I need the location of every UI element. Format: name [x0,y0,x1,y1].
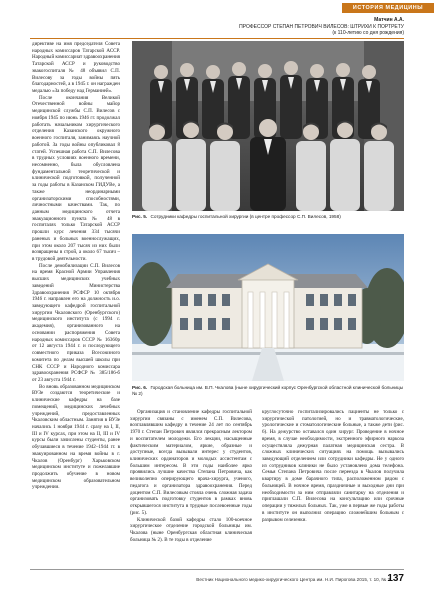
running-head-author: Матчин А.А. [374,17,404,23]
figure-6-number: Рис. 6. [132,385,148,390]
footer-journal-title: Вестник Национального медико-хирургического Центра им. Н.И. Пирогова 2015, т. 10, № 3 [196,577,390,582]
running-head-subtitle: (к 110-летию со дня рождения) [332,30,404,37]
paragraph: Клинической базой кафедры стало 100-коечное хирургическое отделение городской больницы им. Чкалова (ныне Оренбургская областная клиническая больница № 2). В те годы в отделение [130,516,252,543]
text-column-middle [130,409,252,559]
text-column-right [262,409,404,559]
paragraph: После окончания Великой Отечественной войны майор медицинской службы С.П. Вилесов с ноября 1945 по июнь 1946 гг. продолжал работать начальником хирургического отделения Казанского окружного военного госпиталя, занимаясь научной работой. За годы войны опубликовал 8 статей. Успешная работа С.П. Вилесова в трудных условиях военного времени, несомненно, была обусловлена фундаментальной теоретической и клинической подготовкой, полученной за годы работы в Казанском ГИДУВе, а также неординарными организаторскими способностями, личностными качествами. Так, по данным медицинского отчета эвакуационного пункта № 48 в госпиталях только Татарской АССР прошли курс лечения 334 тысячи раненых и больных военнослужащих, при этом около 207 тысяч из них были возвращены в строй, а около 67 тысяч – в трудовой деятельности. [32,94,120,262]
paragraph: круглосуточно госпитализировались пациенты не только с хирургической патологией, но и травматологические, урологические и стоматологические больные, а также дети (рис. 6). На дежурство оставался один хирург. Проведение в ночное время, в случае необходимости, экстренного эфирного наркоза осуществляла дежурная палатная медицинская сестра. В сложных клинических ситуациях на помощь вызывались заведующий отделением или сотрудники кафедры. Не у одного из сотрудников клиники не было установлено дома телефона. Семья Степана Петровича после переезда в Чкалов получила квартиру в доме барачного типа, расположенном рядом с больницей. В ночное время, праздничные и выходные дни при необходимости за ним отправляли санитарку на отделения и приглашали С.П. Вилесова на консультацию или срочные операции у тяжелых больных. Так, уже в первые же годы работы в институте он выполнил операцию сложнейшим больным с разрывом селезенки. [262,409,404,523]
hospital-building-photo [132,234,404,381]
text-column-left [32,41,120,561]
page-number: 137 [387,573,404,584]
staff-group-photo [132,41,404,211]
paragraph: Организация и становление кафедры госпитальной хирургии связаны с именем С.П. Вилесова, возглавлявшим кафедру в течение 24 лет по сентябрь 1970 г. Степан Петрович являлся прекрасным лектором и воспитателем молодежи. Его лекции, насыщенные фактическим материалом, яркие, образные и доступные, всегда вызывали интерес у студентов, клинических ординаторов и молодых ассистентам с большим интересом. В эти годы наиболее ярко проявились лучшие качества Степана Петровича, как великолепно оперирующего врача-хирурга, ученого, педагога и организатора здравоохранения. Перед доцентом С.П. Вилесовым стояла очень сложная задача организовать подготовку студентов в рамках вновь открывшегося института в трудные послевоенные годы (рис. 5). [130,409,252,516]
hospital-building-photo-image [132,234,404,381]
header-divider [30,38,404,39]
footer-divider [30,569,404,570]
section-tag: ИСТОРИЯ МЕДИЦИНЫ [342,3,434,13]
figure-5-caption [132,214,404,220]
paragraph: После демобилизации С.П. Вилесов на время Красной Армии Управления высших медицинских учебных заведений Министерства Здравоохранения РСФСР 10 октября 1946 г. направлен его на должность и.о. заведующего кафедрой госпитальной хирургии Чкаловского (Оренбургского) медицинского института (с 1994 г. академия), организованного на основании распоряжения Совета народных комиссаров СССР № 16360р от 12 августа 1944 г. и последующего совместного приказа Всесоюзного комитета по делам высшей школы при СНК СССР и Народного комиссара здравоохранения РСФСР № 385/186-б от 23 августа 1944 г. [32,262,120,383]
paragraph: Во вновь образованном медицинском ВУЗе создаются теоретические и клинические кафедры на базе помещений, медицинских лечебных учреждений, предоставленных Чкаловским областным. Занятия в ВУЗе начались 1 ноября 1944 г. сразу на I, II, III и IV курсах, при этом на II, III и IV курсы были зачислены студенты, ранее обучавшиеся в течение 1942–1944 гг. в эвакуированном на время войны в г. Чкалов (Оренбург) Харьковском медицинском институте и пожелавшие продолжить обучение в новом медицинском образовательном учреждении. [32,383,120,491]
figure-5-text: Сотрудники кафедры госпитальной хирургии (в центре профессор С.П. Вилесов, 1958) [150,214,341,219]
running-head [104,17,404,37]
staff-group-photo-image [132,41,404,211]
running-head-title: ПРОФЕССОР СТЕПАН ПЕТРОВИЧ ВИЛЕСОВ: ШТРИХИ К ПОРТРЕТУ [239,23,404,30]
figure-5-number: Рис. 5. [132,214,148,219]
paragraph: директиве на имя председателя Совета народных комиссаров Татарской АССР. Народный комиссариат здравоохранения Татарской АССР и руководство эвакогоспиталя № 48 объявил С.П. Вилесову за годы войны пять благодарностей, а в 1945 г. он награжден медалью «За победу над Германией». [32,41,120,95]
figure-6-caption [132,385,404,397]
figure-6-text: Городская больница им. В.П. Чкалова (ныне хирургический корпус Оренбургской областной клинической больницы № 2) [132,385,404,396]
